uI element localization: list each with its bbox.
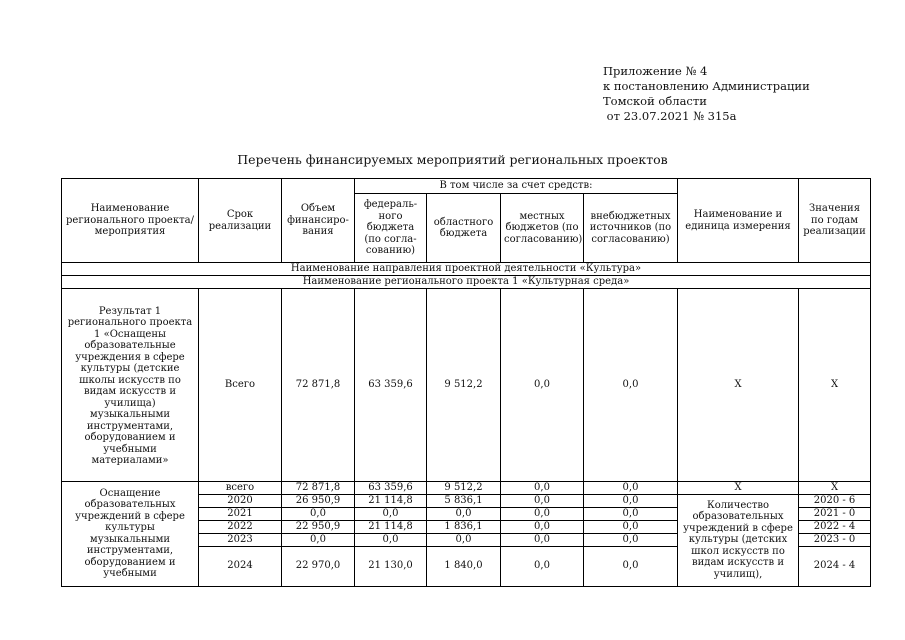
activity-offbudget: 0,0 [584, 520, 678, 533]
activity-federal: 21 130,0 [355, 546, 427, 586]
result-volume: 72 871,8 [282, 289, 355, 482]
section-row [62, 276, 871, 289]
activity-volume: 0,0 [282, 507, 355, 520]
activity-offbudget: 0,0 [584, 546, 678, 586]
activity-federal: 0,0 [355, 533, 427, 546]
activity-regional: 1 836,1 [427, 520, 501, 533]
header-including: В том числе за счет средств: [355, 179, 678, 194]
activity-name: Оснащение образовательных учреждений в сфере культуры музыкальными инструментами, оборудованием и учебными [62, 482, 199, 587]
result-name: Результат 1 регионального проекта 1 «Оснащены образовательные учреждения в сфере культуры (детские школы искусств по видам искусств и училища) музыкальными инструментами, оборудованием и учебными материалами» [62, 289, 199, 482]
header-volume: Объем финансиро-вания [282, 179, 355, 263]
activity-volume: 72 871,8 [282, 482, 355, 495]
activity-row [62, 482, 871, 495]
activity-federal: 0,0 [355, 507, 427, 520]
activity-offbudget: 0,0 [584, 494, 678, 507]
appendix-line: к постановлению Администрации [603, 79, 810, 93]
header-offbudget: внебюджетных источников (по согласованию) [584, 194, 678, 263]
activity-values: Х [799, 482, 871, 495]
activity-values: 2020 - 6 [799, 494, 871, 507]
header-indicator: Наименование и единица измерения [678, 179, 799, 263]
activity-term: 2022 [199, 520, 282, 533]
financing-table [61, 178, 871, 587]
activity-volume: 26 950,9 [282, 494, 355, 507]
header-regional: областного бюджета [427, 194, 501, 263]
header-term: Срок реализации [199, 179, 282, 263]
activity-local: 0,0 [501, 520, 584, 533]
activity-offbudget: 0,0 [584, 507, 678, 520]
activity-local: 0,0 [501, 494, 584, 507]
activity-regional: 0,0 [427, 533, 501, 546]
header-values: Значения по годам реализации [799, 179, 871, 263]
section-project: Наименование регионального проекта 1 «Культурная среда» [62, 276, 871, 289]
activity-values: 2024 - 4 [799, 546, 871, 586]
activity-indicator-name: Количество образовательных учреждений в сфере культуры (детских школ искусств по видам искусств и училищ), [678, 494, 799, 586]
activity-local: 0,0 [501, 533, 584, 546]
result-values: Х [799, 289, 871, 482]
activity-offbudget: 0,0 [584, 533, 678, 546]
activity-offbudget: 0,0 [584, 482, 678, 495]
activity-term: всего [199, 482, 282, 495]
activity-values: 2023 - 0 [799, 533, 871, 546]
result-regional: 9 512,2 [427, 289, 501, 482]
activity-volume: 22 950,9 [282, 520, 355, 533]
activity-federal: 63 359,6 [355, 482, 427, 495]
activity-local: 0,0 [501, 507, 584, 520]
activity-federal: 21 114,8 [355, 520, 427, 533]
activity-indicator: Х [678, 482, 799, 495]
activity-regional: 1 840,0 [427, 546, 501, 586]
appendix-block [603, 64, 810, 124]
result-term: Всего [199, 289, 282, 482]
header-federal: федераль-ного бюджета (по согла-сованию) [355, 194, 427, 263]
header-local: местных бюджетов (по согласованию) [501, 194, 584, 263]
activity-term: 2023 [199, 533, 282, 546]
activity-values: 2021 - 0 [799, 507, 871, 520]
activity-federal: 21 114,8 [355, 494, 427, 507]
section-row [62, 263, 871, 276]
activity-regional: 5 836,1 [427, 494, 501, 507]
header-row [62, 179, 871, 194]
appendix-line: Приложение № 4 [603, 64, 708, 78]
activity-volume: 0,0 [282, 533, 355, 546]
activity-local: 0,0 [501, 546, 584, 586]
activity-term: 2021 [199, 507, 282, 520]
appendix-line: Томской области [603, 94, 707, 108]
activity-regional: 0,0 [427, 507, 501, 520]
result-indicator: Х [678, 289, 799, 482]
activity-values: 2022 - 4 [799, 520, 871, 533]
activity-regional: 9 512,2 [427, 482, 501, 495]
document-title: Перечень финансируемых мероприятий региональных проектов [237, 152, 668, 167]
activity-local: 0,0 [501, 482, 584, 495]
result-row [62, 289, 871, 482]
appendix-line: от 23.07.2021 № 315а [603, 109, 737, 123]
activity-term: 2020 [199, 494, 282, 507]
result-local: 0,0 [501, 289, 584, 482]
result-offbudget: 0,0 [584, 289, 678, 482]
activity-term: 2024 [199, 546, 282, 586]
activity-volume: 22 970,0 [282, 546, 355, 586]
result-federal: 63 359,6 [355, 289, 427, 482]
section-direction: Наименование направления проектной деятельности «Культура» [62, 263, 871, 276]
header-name: Наименование регионального проекта/ мероприятия [62, 179, 199, 263]
